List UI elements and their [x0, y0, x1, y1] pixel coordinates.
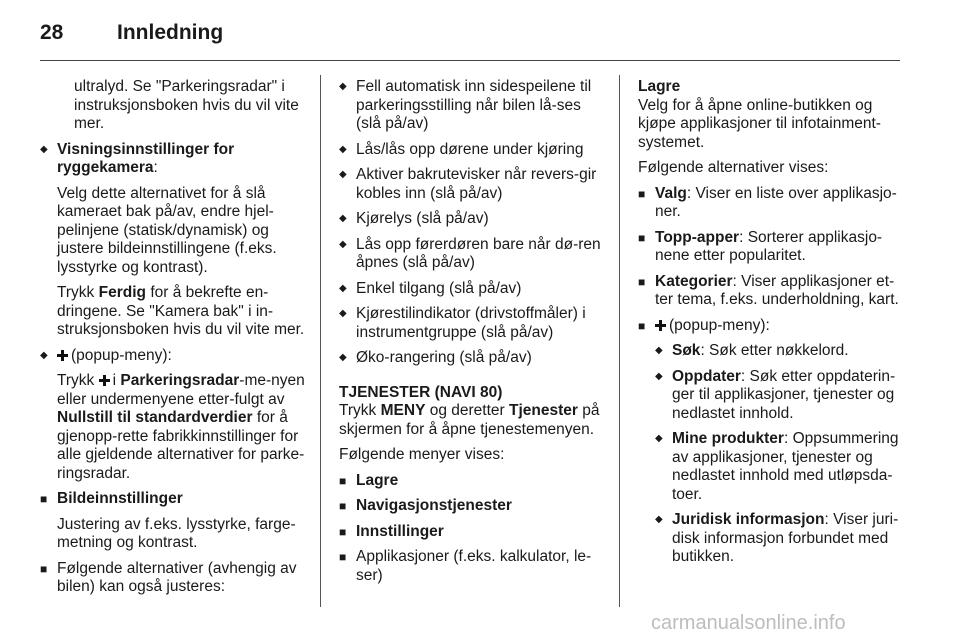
list-item-popup: ■ (popup-meny): — [638, 317, 910, 336]
popup-paragraph: Trykk i Parkeringsradar-me-nyen eller undermenyene etter-fulgt av Nullstill til standardverdier for å gjenopp-rette fabrikkinnstillinger for alle gjeldende alternativer for parke-ringsradar. — [57, 372, 305, 482]
menu-item-navigasjon: ■ Navigasjonstjenester — [339, 497, 609, 516]
column-divider-1 — [320, 75, 321, 607]
watermark: carmanualsonline.info — [651, 612, 846, 634]
list-item-bilde — [40, 490, 308, 553]
page-header — [0, 0, 960, 60]
menu-item-applikasjoner: ■ Applikasjoner (f.eks. kalkulator, le-ser) — [339, 548, 609, 585]
list-item-oppdater: ◆ Oppdater: Søk etter oppdaterin-ger til applikasjoner, tjenester og nedlastet innhold. — [638, 368, 910, 424]
list-item-juridisk: ◆ Juridisk informasjon: Viser juri-disk informasjon forbundet med butikken. — [638, 511, 910, 567]
list-item: ◆ Kjørelys (slå på/av) — [339, 210, 609, 229]
lagre-desc: Velg for å åpne online-butikken og kjøpe applikasjoner til infotainment-systemet. — [638, 96, 881, 151]
column-1 — [40, 78, 308, 597]
list-item: ◆ Aktiver bakrutevisker når revers-gir kobles inn (slå på/av) — [339, 166, 609, 203]
page-number: 28 — [40, 21, 64, 44]
list-item-valg: ■ Valg: Viser en liste over applikasjo-ner. — [638, 185, 910, 222]
bilde-desc: Justering av f.eks. lysstyrke, farge-metning og kontrast. — [57, 515, 296, 551]
list-item: ◆ Enkel tilgang (slå på/av) — [339, 280, 609, 299]
list-item-mine: ◆ Mine produkter: Oppsummering av applikasjoner, tjenester og nedlastet innhold med utløpsda-toer. — [638, 430, 910, 504]
list-item-kategorier: ■ Kategorier: Viser applikasjoner et-ter tema, f.eks. underholdning, kart. — [638, 273, 910, 310]
list-item: ◆ Kjørestilindikator (drivstoffmåler) i instrumentgruppe (slå på/av) — [339, 305, 609, 342]
lagre-title: Lagre — [638, 78, 681, 95]
list-item-folgende: ■ Følgende alternativer (avhengig av bilen) kan også justeres: — [40, 560, 308, 597]
menu-item-innstillinger: ■ Innstillinger — [339, 523, 609, 542]
column-3 — [638, 78, 910, 567]
page-title: Innledning — [117, 21, 224, 44]
list-item: ◆ Lås opp førerdøren bare når dø-ren åpnes (slå på/av) — [339, 236, 609, 273]
plus-icon — [57, 350, 68, 361]
menu-item-lagre: ■ Lagre — [339, 472, 609, 491]
column-2 — [339, 78, 609, 585]
list-item-camera: ◆ Visningsinnstillinger for ryggekamera: Velg dette alternativet for å slå kameraet bak på/av, endre hjel-pelinjene (statisk/dynamisk) og justere bildeinnstillingene (f.eks. lysstyrke og kontrast). Trykk Ferdig for å bekrefte en-dringene. Se "Kamera bak" i in-struksjonsboken hvis du vil vite mer. — [40, 141, 308, 340]
list-item-topp: ■ Topp-apper: Sorterer applikasjo-nene etter popularitet. — [638, 229, 910, 266]
camera-desc: Velg dette alternativet for å slå kameraet bak på/av, endre hjel-pelinjene (statisk/dynamisk) og justere bildeinnstillingene (f.eks. lysstyrke og kontrast). — [57, 184, 277, 276]
intro-paragraph: ultralyd. Se "Parkeringsradar" i instruksjonsboken hvis du vil vite mer. — [74, 78, 299, 132]
plus-icon — [99, 375, 110, 386]
camera-title: Visningsinnstillinger for ryggekamera — [57, 140, 235, 176]
tjenester-paragraph: Trykk MENY og deretter Tjenester på skjermen for å åpne tjenestemenyen. — [339, 402, 600, 438]
list-item: ◆ Øko-rangering (slå på/av) — [339, 349, 609, 368]
list-item: ◆ Fell automatisk inn sidespeilene til parkeringsstilling når bilen lå-ses (slå på/av) — [339, 78, 609, 134]
section-title: TJENESTER (NAVI 80) — [339, 383, 503, 401]
list-item-sok: ◆ Søk: Søk etter nøkkelord. — [638, 342, 910, 361]
header-divider — [40, 60, 900, 61]
list-item: ◆ Lås/lås opp dørene under kjøring — [339, 141, 609, 160]
folgende-alternativer: Følgende alternativer vises: — [638, 159, 829, 176]
bilde-title: Bildeinnstillinger — [57, 490, 183, 507]
column-divider-2 — [619, 75, 620, 607]
list-item-popup: ◆ (popup-meny): Trykk i Parkeringsradar-me-nyen eller undermenyene etter-fulgt av Nullstill til standardverdier for å gjenopp-rette fabrikkinnstillinger for alle gjeldende alternativer for parke-ringsradar. — [40, 347, 308, 484]
camera-trykk-paragraph: Trykk Ferdig for å bekrefte en-dringene. Se "Kamera bak" i in-struksjonsboken hvis du vil vite mer. — [57, 284, 305, 338]
folgende-menyer: Følgende menyer vises: — [339, 446, 505, 463]
plus-icon — [655, 320, 666, 331]
